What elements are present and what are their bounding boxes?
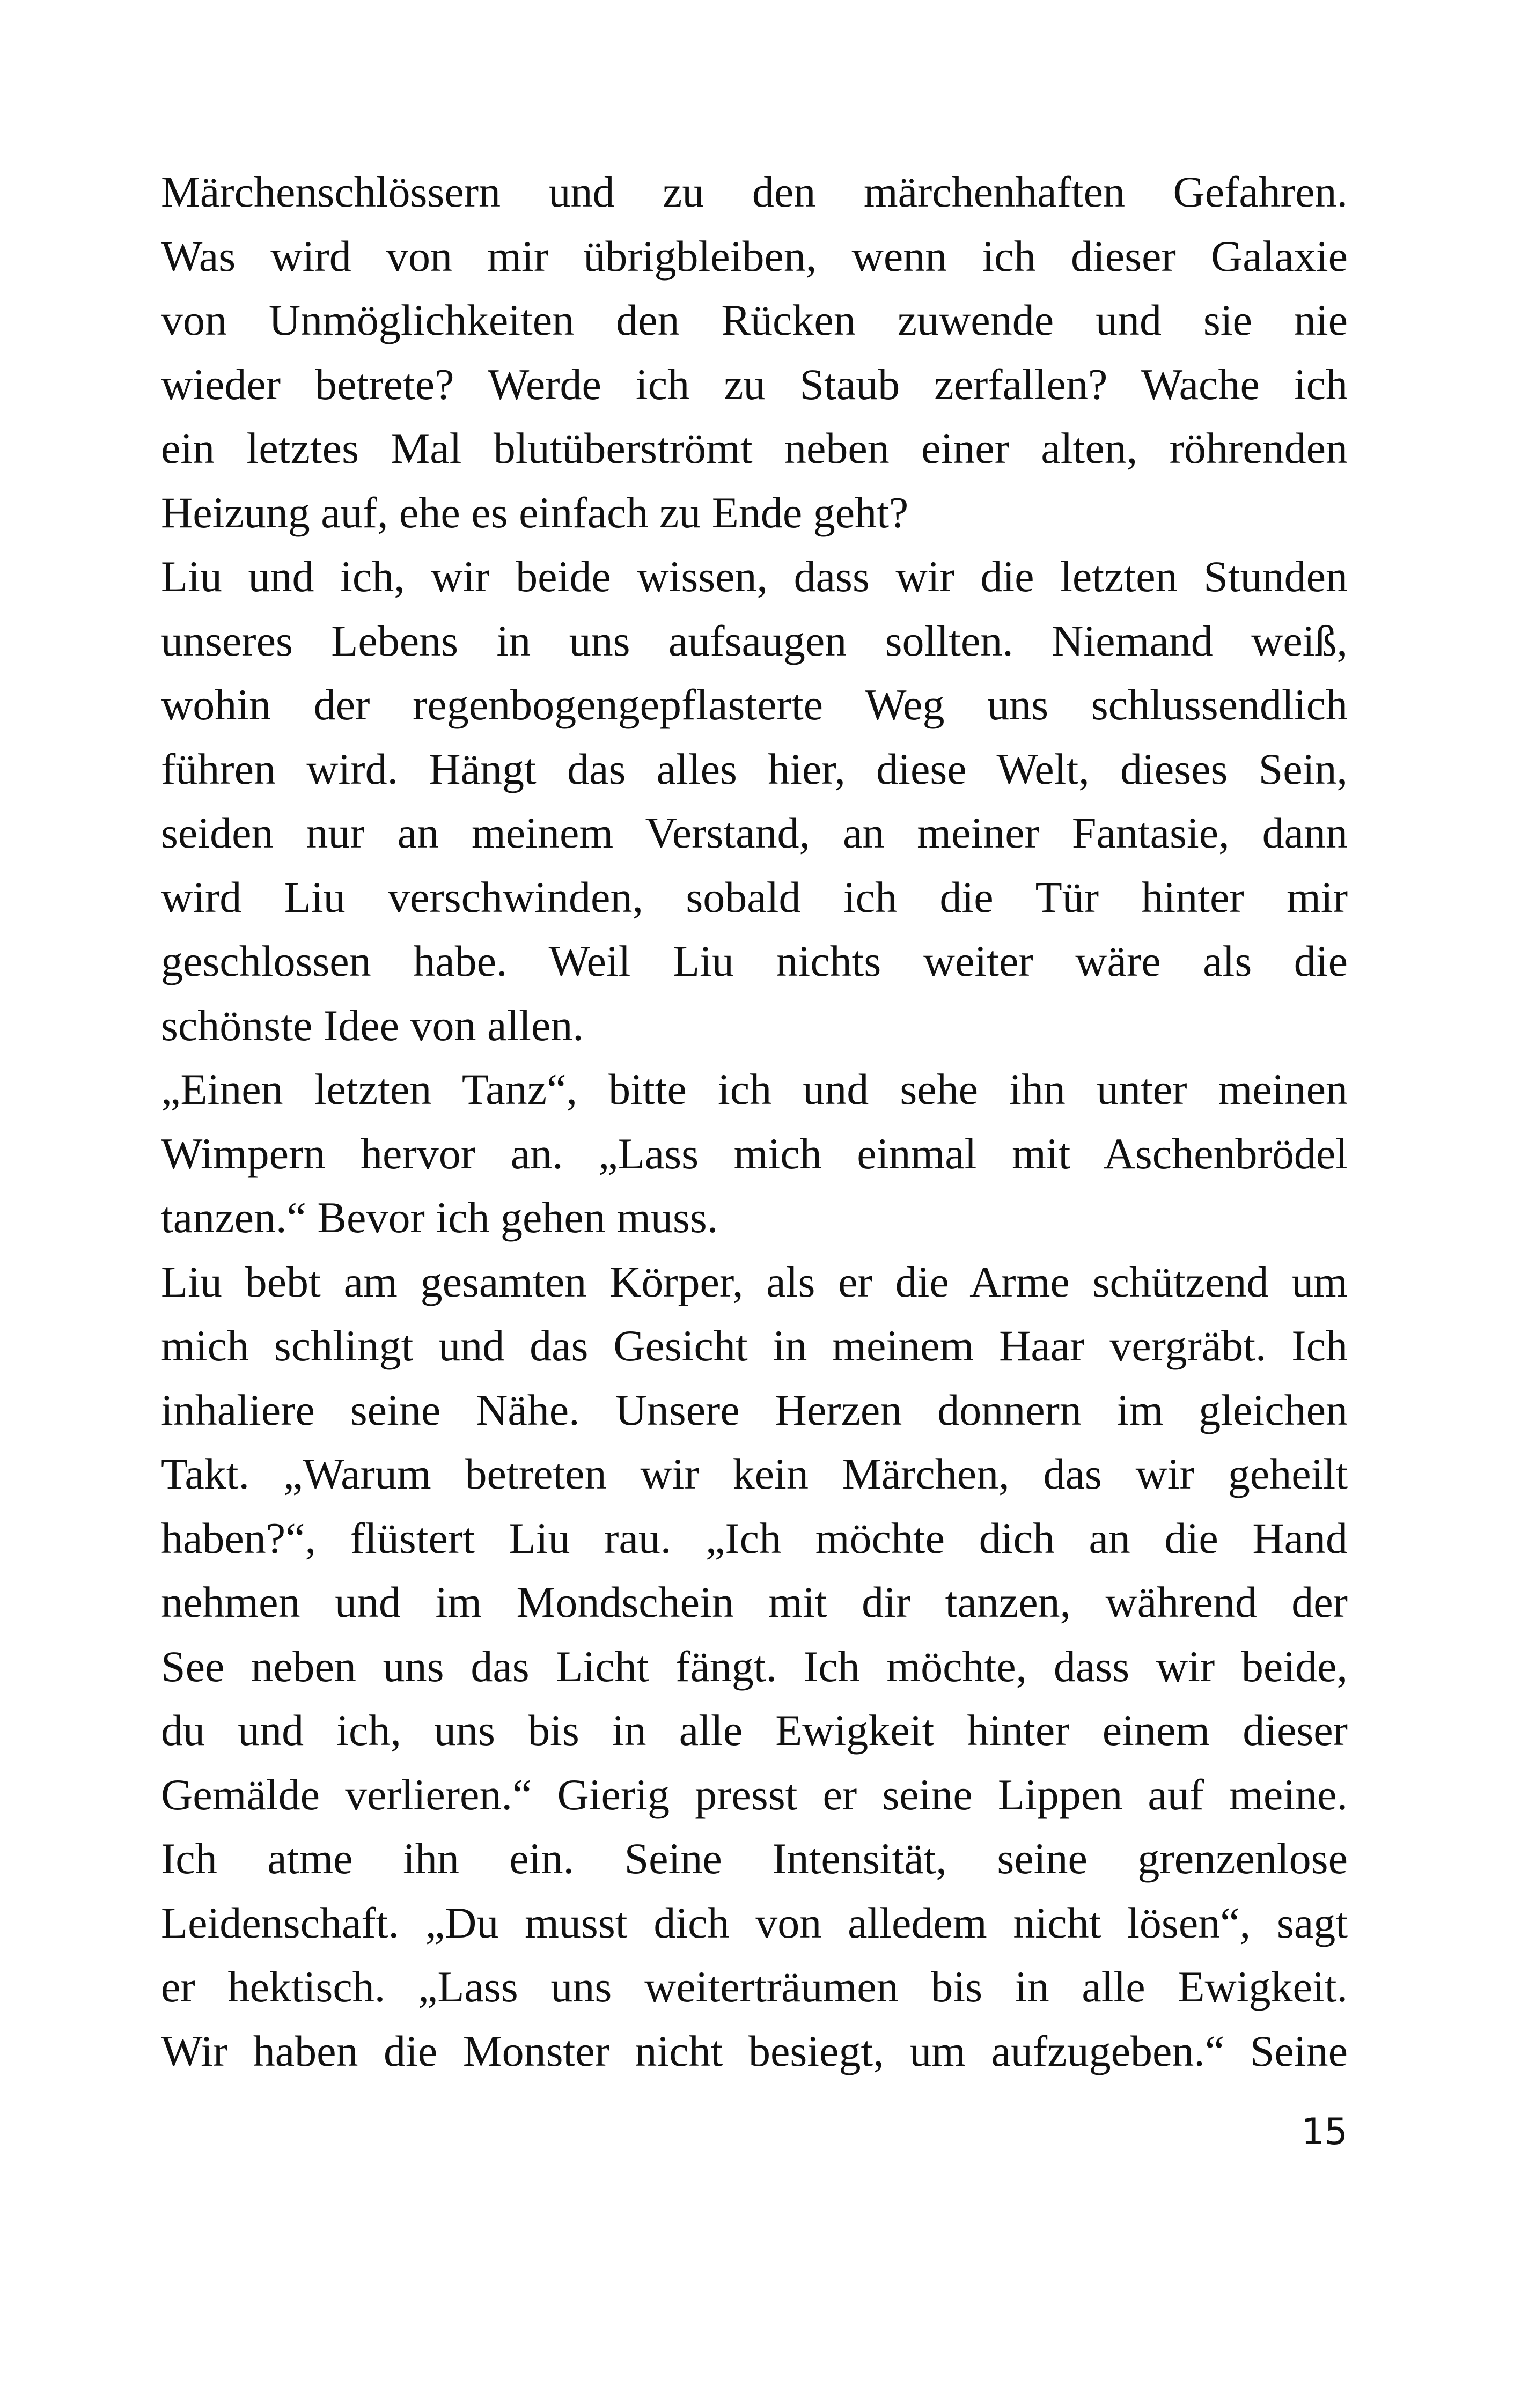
- text-line: mich schlingt und das Gesicht in meinem Haar vergräbt. Ich: [161, 1321, 1348, 1370]
- text-line: wieder betrete? Werde ich zu Staub zerfallen? Wache ich: [161, 359, 1348, 409]
- text-line: Liu und ich, wir beide wissen, dass wir die letzten Stunden: [161, 552, 1348, 601]
- text-line: Wir haben die Monster nicht besiegt, um aufzugeben.“ Seine: [161, 2026, 1348, 2075]
- text-line: Liu bebt am gesamten Körper, als er die Arme schützend um: [161, 1257, 1348, 1306]
- text-line: tanzen.“ Bevor ich gehen muss.: [161, 1193, 718, 1242]
- text-line: geschlossen habe. Weil Liu nichts weiter wäre als die: [161, 937, 1348, 985]
- text-line: „Einen letzten Tanz“, bitte ich und sehe ihn unter meinen: [161, 1065, 1348, 1114]
- text-line: Märchenschlössern und zu den märchenhaften Gefahren.: [161, 167, 1348, 216]
- text-line: Ich atme ihn ein. Seine Intensität, seine grenzenlose: [161, 1834, 1348, 1883]
- text-line: Heizung auf, ehe es einfach zu Ende geht?: [161, 488, 909, 537]
- text-line: schönste Idee von allen.: [161, 1000, 584, 1050]
- text-line: er hektisch. „Lass uns weiterträumen bis in alle Ewigkeit.: [161, 1962, 1348, 2011]
- text-line: Wimpern hervor an. „Lass mich einmal mit Aschenbrödel: [161, 1129, 1348, 1178]
- text-line: Was wird von mir übrigbleiben, wenn ich dieser Galaxie: [161, 231, 1348, 281]
- text-line: führen wird. Hängt das alles hier, diese Welt, dieses Sein,: [161, 744, 1348, 793]
- text-line: haben?“, flüstert Liu rau. „Ich möchte dich an die Hand: [161, 1513, 1348, 1563]
- text-line: Gemälde verlieren.“ Gierig presst er seine Lippen auf meine.: [161, 1770, 1348, 1819]
- text-line: nehmen und im Mondschein mit dir tanzen, während der: [161, 1578, 1348, 1626]
- text-line: Takt. „Warum betreten wir kein Märchen, das wir geheilt: [161, 1449, 1348, 1498]
- text-line: Leidenschaft. „Du musst dich von alledem nicht lösen“, sagt: [161, 1898, 1348, 1947]
- page-number: 15: [1301, 2111, 1348, 2153]
- text-line: inhaliere seine Nähe. Unsere Herzen donnern im gleichen: [161, 1385, 1348, 1434]
- text-line: wohin der regenbogengepflasterte Weg uns schlussendlich: [161, 680, 1348, 729]
- text-line: du und ich, uns bis in alle Ewigkeit hinter einem dieser: [161, 1706, 1348, 1755]
- text-line: ein letztes Mal blutüberströmt neben einer alten, röhrenden: [161, 424, 1348, 473]
- text-line: unseres Lebens in uns aufsaugen sollten. Niemand weiß,: [161, 616, 1348, 665]
- text-line: See neben uns das Licht fängt. Ich möchte, dass wir beide,: [161, 1641, 1348, 1691]
- text-line: von Unmöglichkeiten den Rücken zuwende und sie nie: [161, 296, 1348, 344]
- text-line: seiden nur an meinem Verstand, an meiner Fantasie, dann: [161, 808, 1348, 857]
- body-text: [161, 160, 1348, 2083]
- text-line: wird Liu verschwinden, sobald ich die Tür hinter mir: [161, 872, 1348, 922]
